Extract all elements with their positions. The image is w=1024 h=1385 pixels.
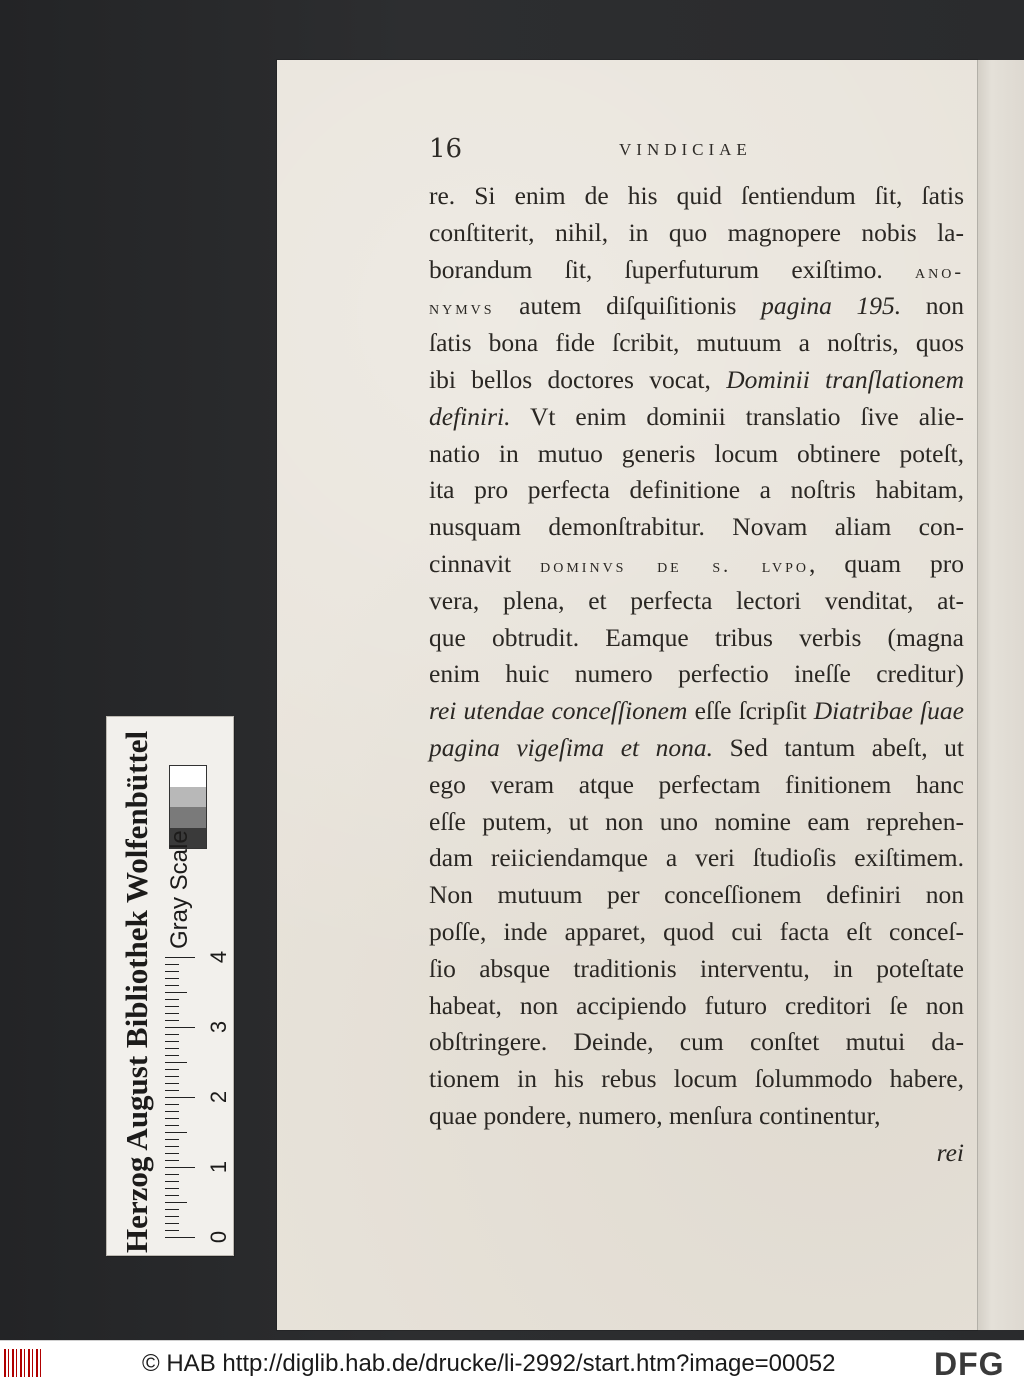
ruler-tick bbox=[165, 1195, 179, 1196]
ruler-tick bbox=[165, 1132, 187, 1133]
text-span: Non mutuum per conceſſionem definiri non bbox=[429, 880, 964, 910]
text-line bbox=[429, 1061, 964, 1098]
italic-span: pagina vigeſima et nona. bbox=[429, 732, 714, 762]
text-span: Sed tantum abeſt, ut bbox=[713, 732, 965, 762]
gray-scale-label: Gray Scale bbox=[166, 830, 193, 949]
text-span: ſatis bona fide ſcribit, mutuum a noſtris, quos bbox=[429, 328, 964, 358]
text-line bbox=[429, 399, 964, 436]
text-line bbox=[429, 656, 964, 693]
dfg-logo: DFG bbox=[934, 1346, 1005, 1382]
text-span: Vt enim dominii translatio ſive alie- bbox=[510, 401, 964, 431]
text-span: borandum ſit, ſuperfuturum exiſtimo. bbox=[429, 254, 915, 284]
ruler-tick bbox=[165, 971, 179, 972]
viewer-footer bbox=[0, 1340, 1024, 1385]
text-span: habeat, non accipiendo futuro creditori ſe non bbox=[429, 990, 964, 1020]
italic-span: definiri. bbox=[429, 401, 511, 431]
italic-span: pagina 195. bbox=[761, 291, 902, 321]
ruler-tick bbox=[165, 978, 179, 979]
ruler-tick bbox=[165, 1174, 179, 1175]
ruler-tick bbox=[165, 1181, 179, 1182]
text-span: tionem in his rebus locum ſolummodo habere, bbox=[429, 1064, 964, 1094]
text-line bbox=[429, 767, 964, 804]
small-caps-span: dominvs de s. lvpo bbox=[540, 554, 810, 577]
text-span: ita pro perfecta definitione a noſtris habitam, bbox=[429, 475, 964, 505]
text-span: , quam pro bbox=[809, 548, 964, 578]
text-line bbox=[429, 583, 964, 620]
ruler-tick bbox=[165, 1076, 179, 1077]
italic-span: rei utendae conceſſionem bbox=[429, 696, 688, 726]
text-span: quae pondere, numero, menſura continentur, bbox=[429, 1100, 881, 1130]
text-line bbox=[429, 288, 964, 325]
text-span: autem diſquiſitionis bbox=[494, 291, 762, 321]
text-span: obſtringere. Deinde, cum conſtet mutui da- bbox=[429, 1027, 964, 1057]
running-title: VINDICIAE bbox=[619, 140, 752, 159]
page-text bbox=[429, 178, 964, 1172]
italic-span: Dominii tranſlationem bbox=[726, 364, 964, 394]
text-span: cinnavit bbox=[429, 548, 541, 578]
ruler-tick bbox=[165, 985, 179, 986]
text-line bbox=[429, 215, 964, 252]
ruler-tick bbox=[165, 1202, 187, 1203]
text-span: ſio absque traditionis interventu, in poteſtate bbox=[429, 953, 964, 983]
ruler-tick bbox=[165, 1013, 179, 1014]
ruler-tick bbox=[165, 957, 195, 958]
copyright-link[interactable]: © HAB http://diglib.hab.de/drucke/li-2992/start.htm?image=00052 bbox=[142, 1350, 836, 1377]
ruler-tick bbox=[165, 1048, 179, 1049]
ruler-tick bbox=[165, 1034, 179, 1035]
ruler-tick bbox=[165, 1230, 179, 1231]
ruler-tick bbox=[165, 1097, 195, 1098]
ruler-number: 2 bbox=[206, 1090, 231, 1104]
text-span: ego veram atque perfectam finitionem hanc bbox=[429, 769, 964, 799]
text-line bbox=[429, 252, 964, 289]
ruler-tick bbox=[165, 1069, 179, 1070]
text-span: non bbox=[901, 291, 964, 321]
text-line bbox=[429, 877, 964, 914]
small-caps-span: nymvs bbox=[429, 297, 495, 320]
adjacent-page-edge bbox=[972, 60, 1024, 1330]
ruler-number: 1 bbox=[206, 1160, 231, 1174]
ruler-tick bbox=[165, 1223, 179, 1224]
italic-span: Diatribae ſuae bbox=[813, 696, 964, 726]
ruler-tick bbox=[165, 1020, 179, 1021]
text-line bbox=[429, 620, 964, 657]
text-span: natio in mutuo generis locum obtinere poteſt, bbox=[429, 438, 964, 468]
running-head bbox=[429, 134, 849, 164]
ruler-tick bbox=[165, 1237, 195, 1238]
ruler-tick bbox=[165, 1118, 179, 1119]
ruler-tick bbox=[165, 1153, 179, 1154]
text-line bbox=[429, 804, 964, 841]
ruler-tick bbox=[165, 1146, 179, 1147]
ruler-tick bbox=[165, 964, 179, 965]
ruler-tick bbox=[165, 992, 187, 993]
text-line bbox=[429, 840, 964, 877]
ruler-tick bbox=[165, 1209, 179, 1210]
text-span: eſſe ſcripſit bbox=[687, 696, 814, 726]
text-line bbox=[429, 325, 964, 362]
ruler-tick bbox=[165, 1188, 179, 1189]
ruler-number: 3 bbox=[206, 1020, 231, 1034]
ruler-tick bbox=[165, 1041, 179, 1042]
institution-label: Herzog August Bibliothek Wolfenbüttel bbox=[119, 730, 154, 1253]
text-line bbox=[429, 730, 964, 767]
text-line bbox=[429, 914, 964, 951]
ruler-tick bbox=[165, 1111, 179, 1112]
catchword: rei bbox=[936, 1137, 964, 1167]
ruler-tick bbox=[165, 1139, 179, 1140]
calibration-strip bbox=[106, 716, 234, 1256]
text-span: conſtiterit, nihil, in quo magnopere nobis la- bbox=[429, 217, 964, 247]
measurement-ruler bbox=[165, 950, 231, 1247]
ruler-tick bbox=[165, 1062, 187, 1063]
ruler-tick bbox=[165, 1090, 179, 1091]
text-span: vera, plena, et perfecta lectori venditat, at- bbox=[429, 585, 964, 615]
ruler-tick bbox=[165, 1083, 179, 1084]
ruler-tick bbox=[165, 1104, 179, 1105]
text-line bbox=[429, 951, 964, 988]
small-caps-span: ano- bbox=[915, 260, 964, 283]
text-span: enim huic numero perfectio ineſſe creditur) bbox=[429, 659, 964, 689]
text-line bbox=[429, 988, 964, 1025]
ruler-number: 4 bbox=[206, 950, 231, 964]
text-span: ibi bellos doctores vocat, bbox=[429, 364, 727, 394]
ruler-tick bbox=[165, 1027, 195, 1028]
text-line bbox=[429, 436, 964, 473]
text-line bbox=[429, 693, 964, 730]
ruler-tick bbox=[165, 1125, 179, 1126]
text-span: nusquam demonſtrabitur. Novam aliam con- bbox=[429, 512, 964, 542]
text-line bbox=[429, 1024, 964, 1061]
book-page bbox=[277, 60, 977, 1330]
ruler-tick bbox=[165, 999, 179, 1000]
page-number: 16 bbox=[429, 134, 463, 164]
ruler-number: 0 bbox=[206, 1230, 231, 1244]
text-line bbox=[429, 1098, 964, 1135]
ruler-tick bbox=[165, 1160, 179, 1161]
text-span: re. Si enim de his quid ſentiendum ſit, ſatis bbox=[429, 181, 964, 210]
text-line bbox=[429, 509, 964, 546]
text-span: que obtrudit. Eamque tribus verbis (magna bbox=[429, 622, 964, 652]
text-span: eſſe putem, ut non uno nomine eam reprehen- bbox=[429, 806, 964, 836]
text-span: dam reiiciendamque a veri ſtudioſis exiſtimem. bbox=[429, 843, 964, 873]
ruler-tick bbox=[165, 1006, 179, 1007]
ruler-tick bbox=[165, 1167, 195, 1168]
ruler-tick bbox=[165, 1055, 179, 1056]
text-line bbox=[429, 178, 964, 215]
ruler-tick bbox=[165, 1216, 179, 1217]
text-span: poſſe, inde apparet, quod cui facta eſt conceſ- bbox=[429, 916, 964, 946]
text-line bbox=[429, 472, 964, 509]
text-line bbox=[429, 362, 964, 399]
barcode-icon bbox=[4, 1349, 44, 1377]
text-line bbox=[429, 546, 964, 583]
